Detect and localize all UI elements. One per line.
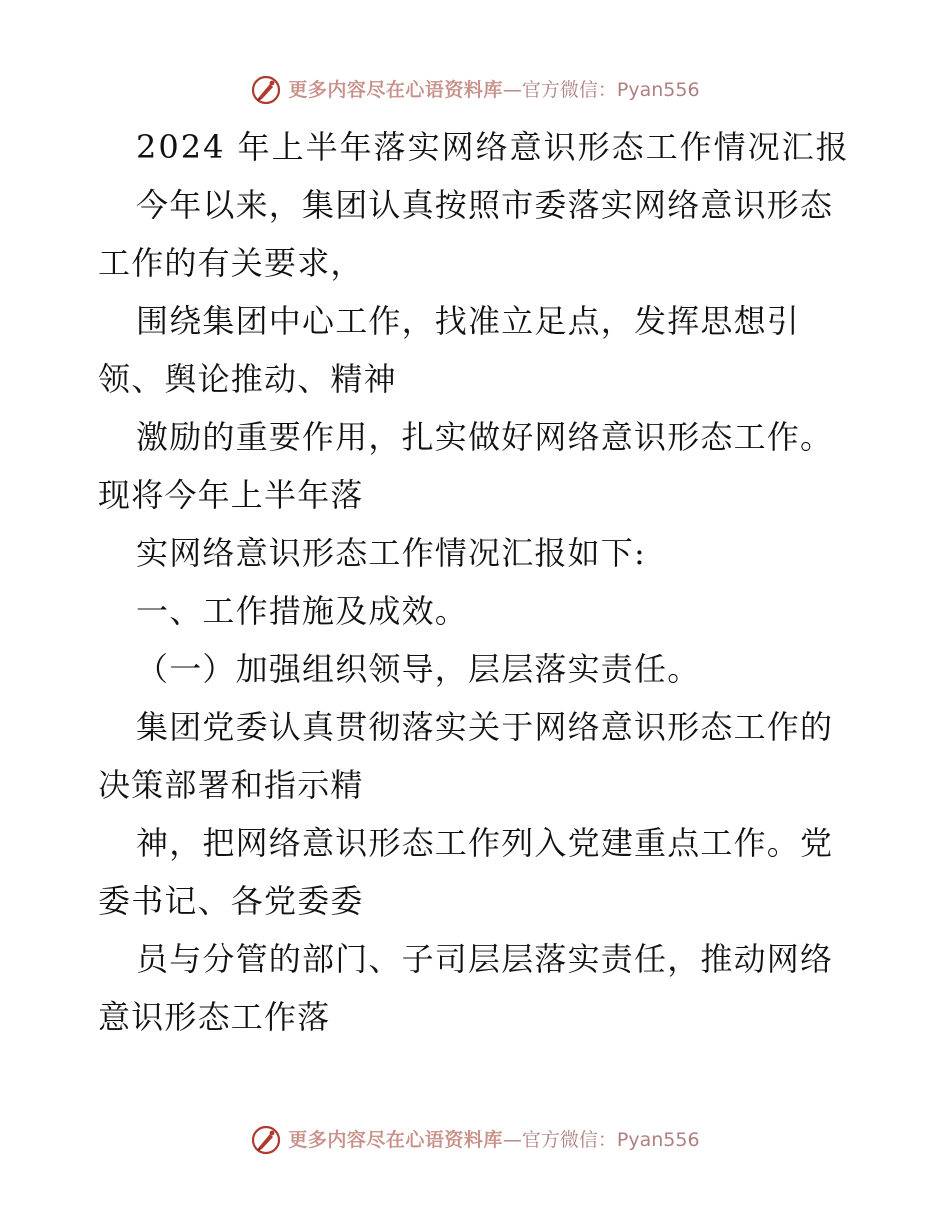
text-line: 领、舆论推动、精神 bbox=[98, 360, 397, 398]
text-line: 激励的重要作用，扎实做好网络意识形态工作。 bbox=[136, 418, 834, 456]
text-line: 集团党委认真贯彻落实关于网络意识形态工作的 bbox=[136, 708, 834, 746]
pen-logo-icon bbox=[250, 1124, 282, 1156]
text-line: 员与分管的部门、子司层层落实责任，推动网络 bbox=[136, 940, 834, 978]
watermark-wechat-text: 官方微信：Pyan556 bbox=[521, 1128, 700, 1151]
text-line: 工作的有关要求， bbox=[98, 244, 364, 282]
text-line: 意识形态工作落 bbox=[98, 998, 331, 1036]
watermark-separator: — bbox=[502, 78, 522, 101]
footer-watermark bbox=[0, 1120, 950, 1160]
watermark-wechat-text: 官方微信：Pyan556 bbox=[521, 78, 700, 101]
section-heading: 一、工作措施及成效。 bbox=[136, 592, 469, 630]
header-watermark bbox=[0, 70, 950, 110]
watermark-site-text: 更多内容尽在心语资料库 bbox=[288, 1128, 503, 1151]
text-line: 神，把网络意识形态工作列入党建重点工作。党 bbox=[136, 824, 834, 862]
text-line: 实网络意识形态工作情况汇报如下: bbox=[136, 534, 646, 572]
text-line: 现将今年上半年落 bbox=[98, 476, 364, 514]
document-title: 2024 年上半年落实网络意识形态工作情况汇报 bbox=[136, 128, 850, 166]
text-line: 围绕集团中心工作，找准立足点，发挥思想引 bbox=[136, 302, 801, 340]
text-line: 今年以来，集团认真按照市委落实网络意识形态 bbox=[136, 186, 834, 224]
document-body bbox=[98, 118, 858, 1046]
watermark-site-text: 更多内容尽在心语资料库 bbox=[288, 78, 503, 101]
text-line: 委书记、各党委委 bbox=[98, 882, 364, 920]
subsection-heading: （一）加强组织领导，层层落实责任。 bbox=[136, 650, 701, 688]
watermark-separator: — bbox=[502, 1128, 522, 1151]
text-line: 决策部署和指示精 bbox=[98, 766, 364, 804]
pen-logo-icon bbox=[250, 74, 282, 106]
